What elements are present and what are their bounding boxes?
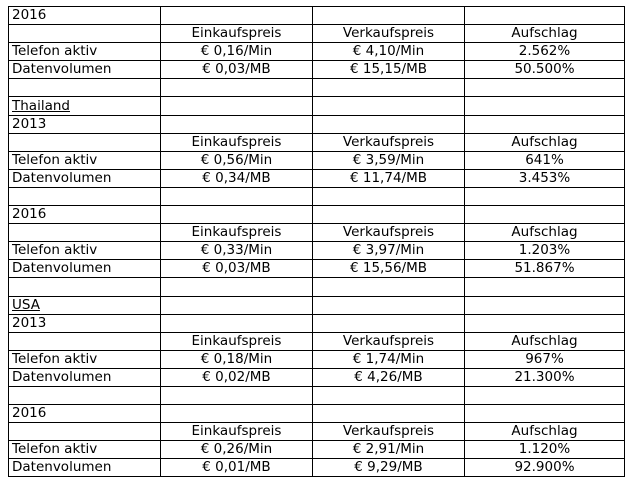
value-cell: € 3,59/Min: [313, 151, 465, 169]
row-label-cell: Datenvolumen: [9, 61, 161, 79]
price-table-sheet: [8, 6, 624, 477]
value-cell: € 0,16/Min: [161, 43, 313, 61]
empty-cell: [161, 7, 313, 25]
value-cell: € 0,03/MB: [161, 61, 313, 79]
empty-cell: [9, 79, 161, 97]
value-cell: € 2,91/Min: [313, 441, 465, 459]
table-row-blank: [9, 187, 625, 205]
table-row-data: [9, 242, 625, 260]
row-label-cell: Datenvolumen: [9, 260, 161, 278]
table-row-data: [9, 169, 625, 187]
empty-cell: [465, 97, 625, 115]
empty-cell: [161, 405, 313, 423]
table-row-data: [9, 459, 625, 477]
empty-cell: [161, 97, 313, 115]
table-row-blank: [9, 79, 625, 97]
empty-cell: [9, 386, 161, 404]
price-table: [8, 6, 625, 477]
year-heading-cell: 2013: [9, 314, 161, 332]
value-cell: € 0,34/MB: [161, 169, 313, 187]
empty-cell: [9, 332, 161, 350]
table-row-data: [9, 260, 625, 278]
column-header-cell: Verkaufspreis: [313, 224, 465, 242]
empty-cell: [161, 314, 313, 332]
row-label-cell: Telefon aktiv: [9, 350, 161, 368]
column-header-cell: Aufschlag: [465, 133, 625, 151]
table-row-header: [9, 423, 625, 441]
empty-cell: [313, 115, 465, 133]
value-cell: € 9,29/MB: [313, 459, 465, 477]
empty-cell: [313, 7, 465, 25]
column-header-cell: Einkaufspreis: [161, 25, 313, 43]
empty-cell: [465, 206, 625, 224]
row-label-cell: Datenvolumen: [9, 169, 161, 187]
empty-cell: [161, 278, 313, 296]
value-cell: € 0,18/Min: [161, 350, 313, 368]
empty-cell: [465, 115, 625, 133]
empty-cell: [9, 224, 161, 242]
value-cell: 641%: [465, 151, 625, 169]
row-label-cell: Telefon aktiv: [9, 242, 161, 260]
table-row-country: [9, 97, 625, 115]
table-row-heading: [9, 314, 625, 332]
empty-cell: [161, 115, 313, 133]
value-cell: 1.203%: [465, 242, 625, 260]
row-label-cell: Telefon aktiv: [9, 151, 161, 169]
empty-cell: [465, 405, 625, 423]
table-row-header: [9, 133, 625, 151]
empty-cell: [161, 386, 313, 404]
table-row-blank: [9, 386, 625, 404]
value-cell: 92.900%: [465, 459, 625, 477]
table-row-header: [9, 332, 625, 350]
empty-cell: [161, 79, 313, 97]
empty-cell: [465, 79, 625, 97]
empty-cell: [161, 187, 313, 205]
empty-cell: [465, 314, 625, 332]
country-name: Thailand: [12, 97, 70, 114]
value-cell: 2.562%: [465, 43, 625, 61]
value-cell: € 3,97/Min: [313, 242, 465, 260]
table-row-data: [9, 151, 625, 169]
value-cell: € 15,56/MB: [313, 260, 465, 278]
table-row-heading: [9, 7, 625, 25]
empty-cell: [9, 133, 161, 151]
value-cell: € 0,03/MB: [161, 260, 313, 278]
table-row-header: [9, 25, 625, 43]
table-row-country: [9, 296, 625, 314]
empty-cell: [465, 7, 625, 25]
empty-cell: [313, 296, 465, 314]
column-header-cell: Verkaufspreis: [313, 25, 465, 43]
year-heading-cell: 2016: [9, 405, 161, 423]
empty-cell: [313, 206, 465, 224]
value-cell: 50.500%: [465, 61, 625, 79]
value-cell: € 4,10/Min: [313, 43, 465, 61]
table-row-heading: [9, 115, 625, 133]
table-row-heading: [9, 206, 625, 224]
year-heading-cell: 2013: [9, 115, 161, 133]
price-table-body: [9, 7, 625, 477]
empty-cell: [465, 187, 625, 205]
table-row-data: [9, 350, 625, 368]
column-header-cell: Aufschlag: [465, 25, 625, 43]
value-cell: 1.120%: [465, 441, 625, 459]
value-cell: 51.867%: [465, 260, 625, 278]
value-cell: € 0,02/MB: [161, 368, 313, 386]
country-heading-cell: [9, 97, 161, 115]
empty-cell: [313, 79, 465, 97]
empty-cell: [313, 405, 465, 423]
table-row-data: [9, 61, 625, 79]
empty-cell: [161, 206, 313, 224]
empty-cell: [161, 296, 313, 314]
value-cell: € 0,01/MB: [161, 459, 313, 477]
table-row-data: [9, 441, 625, 459]
empty-cell: [465, 278, 625, 296]
table-row-blank: [9, 278, 625, 296]
value-cell: € 15,15/MB: [313, 61, 465, 79]
value-cell: 3.453%: [465, 169, 625, 187]
column-header-cell: Aufschlag: [465, 224, 625, 242]
table-row-data: [9, 368, 625, 386]
value-cell: € 4,26/MB: [313, 368, 465, 386]
value-cell: € 0,33/Min: [161, 242, 313, 260]
country-name: USA: [12, 296, 40, 313]
column-header-cell: Verkaufspreis: [313, 423, 465, 441]
column-header-cell: Aufschlag: [465, 332, 625, 350]
column-header-cell: Einkaufspreis: [161, 332, 313, 350]
empty-cell: [9, 423, 161, 441]
column-header-cell: Einkaufspreis: [161, 133, 313, 151]
row-label-cell: Datenvolumen: [9, 368, 161, 386]
column-header-cell: Aufschlag: [465, 423, 625, 441]
row-label-cell: Telefon aktiv: [9, 43, 161, 61]
column-header-cell: Einkaufspreis: [161, 423, 313, 441]
column-header-cell: Verkaufspreis: [313, 133, 465, 151]
empty-cell: [465, 296, 625, 314]
value-cell: € 0,26/Min: [161, 441, 313, 459]
empty-cell: [313, 97, 465, 115]
empty-cell: [313, 314, 465, 332]
value-cell: € 0,56/Min: [161, 151, 313, 169]
column-header-cell: Einkaufspreis: [161, 224, 313, 242]
row-label-cell: Datenvolumen: [9, 459, 161, 477]
value-cell: 21.300%: [465, 368, 625, 386]
country-heading-cell: [9, 296, 161, 314]
value-cell: 967%: [465, 350, 625, 368]
year-heading-cell: 2016: [9, 206, 161, 224]
empty-cell: [465, 386, 625, 404]
empty-cell: [9, 187, 161, 205]
value-cell: € 11,74/MB: [313, 169, 465, 187]
column-header-cell: Verkaufspreis: [313, 332, 465, 350]
table-row-heading: [9, 405, 625, 423]
table-row-data: [9, 43, 625, 61]
table-row-header: [9, 224, 625, 242]
empty-cell: [313, 386, 465, 404]
empty-cell: [313, 278, 465, 296]
empty-cell: [313, 187, 465, 205]
row-label-cell: Telefon aktiv: [9, 441, 161, 459]
value-cell: € 1,74/Min: [313, 350, 465, 368]
year-heading-cell: 2016: [9, 7, 161, 25]
empty-cell: [9, 278, 161, 296]
empty-cell: [9, 25, 161, 43]
